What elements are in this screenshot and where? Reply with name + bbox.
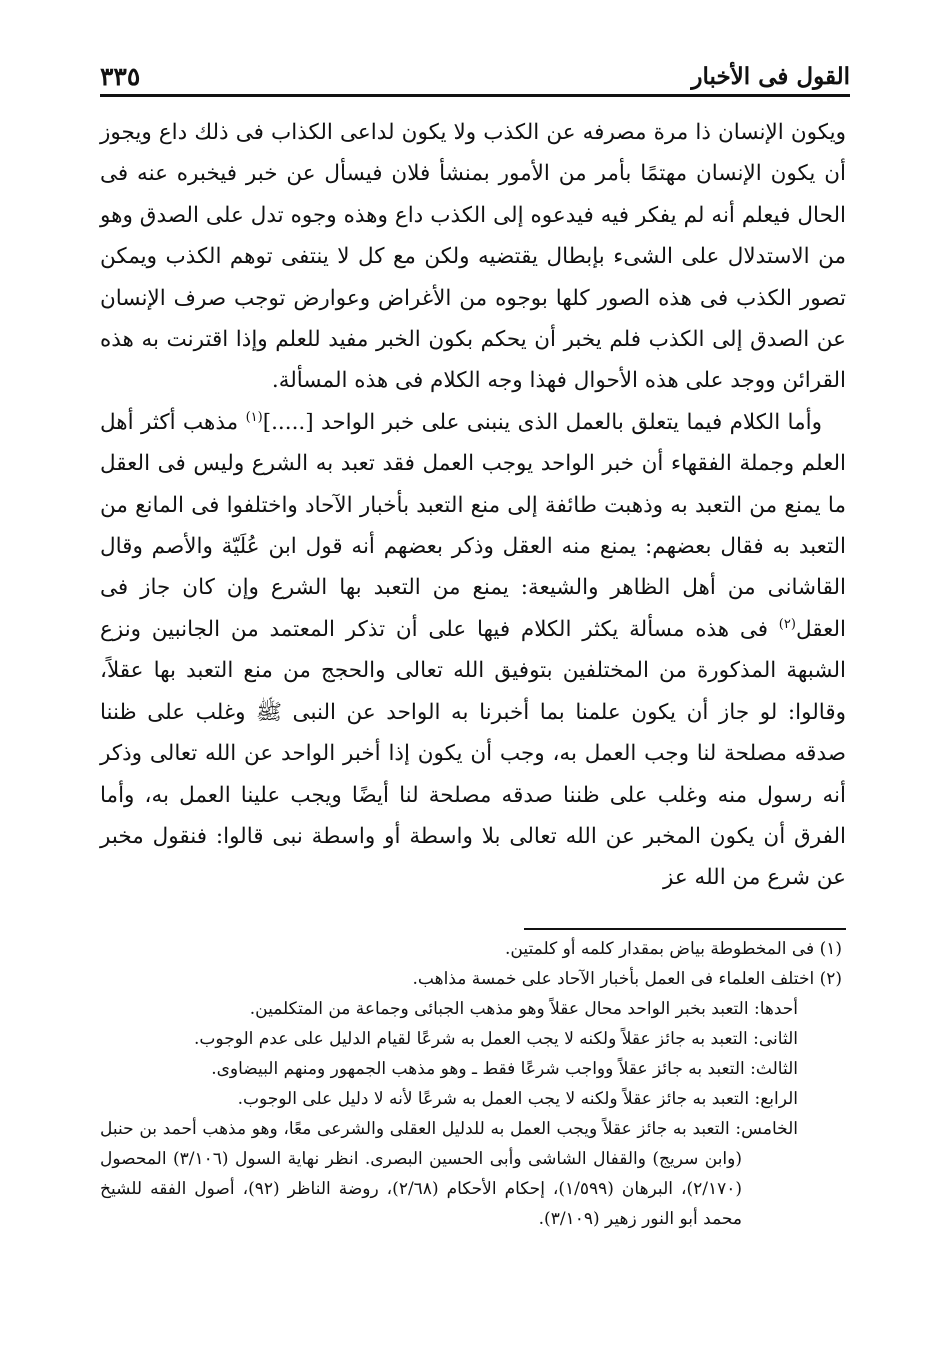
footnote-2-first: أحدها: التعبد بخبر الواحد محال عقلاً وهو مذهب الجبائى وجماعة من المتكلمين. bbox=[249, 999, 798, 1019]
main-text bbox=[100, 112, 846, 899]
footnote-2-fourth: الرابع: التعبد به جائز عقلاً ولكنه لا يجب العمل به شرعًا لأنه لا دليل على الوجوب. bbox=[237, 1089, 798, 1109]
paragraph-2-part-b: مذهب أكثر أهل العلم وجملة الفقهاء أن خبر الواحد يوجب العمل فقد تعبد به الشرع وليس فى العقل ما يمنع من التعبد به وذهبت طائفة إلى منع التعبد بأخبار الآحاد واختلفوا فى المانع من التعبد به فقال بعضهم: يمنع منه العقل وذكر بعضهم أنه قول ابن عُلَيّة والأصم وقال القاشانى من أهل الظاهر والشيعة: يمنع من التعبد بها الشرع وإن كان جاز فى العقل bbox=[100, 409, 846, 642]
paragraph-2 bbox=[100, 402, 846, 899]
footnote-1: (١) فى المخطوطة بياض بمقدار كلمه أو كلمتين. bbox=[505, 939, 842, 959]
footnote-separator bbox=[524, 928, 846, 930]
paragraph-1: ويكون الإنسان ذا مرة مصرفه عن الكذب ولا يكون لداعى الكذاب فى ذلك داع ويجوز أن يكون الإنسان مهتمًا بأمر من الأمور بمنشأ فلان فيسأل عن خبر فيخبره عنه فى الحال فيعلم أنه لم يفكر فيه فيدعوه إلى الكذب داع وهذه وجوه تدل على الصدق وهو من الاستدلال على الشىء بإبطال يقتضيه ولكن مع كل لا ينتفى توهم الكذب ويمكن تصور الكذب فى هذه الصور كلها بوجوه من الأغراض وعوارض توجب صرف الإنسان عن الصدق إلى الكذب فلم يخبر أن يحكم بكون الخبر مفيد للعلم وإذا اقترنت به هذه القرائن ووجد على هذه الأحوال فهذا وجه الكلام فى هذه المسألة. bbox=[100, 120, 846, 394]
header-rule bbox=[100, 94, 850, 97]
footnote-marker-1: (١) bbox=[245, 409, 263, 425]
paragraph-2-part-c: فى هذه مسألة يكثر الكلام فيها على أن تذكر المعتمد من الجانبين ونزع الشبهة المذكورة من المختلفين بتوفيق الله تعالى والحجج من منع التعبد بها عقلاً، وقالوا: لو جاز أن يكون علمنا بما أخبرنا به الواحد عن النبى ﷺ وغلب على ظننا صدقه مصلحة لنا وجب العمل به، وجب أن يكون إذا أخبر الواحد عن الله تعالى وذكر أنه رسول منه وغلب على ظننا صدقه مصلحة لنا أيضًا ويجب علينا العمل به، وأما الفرق أن يكون المخبر عن الله تعالى بلا واسطة أو واسطة نبى قالوا: فنقول مخبر عن شرع من الله عز bbox=[100, 616, 846, 891]
footnote-2-third: الثالث: التعبد به جائز عقلاً وواجب شرعًا فقط ـ وهو مذهب الجمهور ومنهم البيضاوى. bbox=[211, 1059, 798, 1079]
footnote-2-fifth: الخامس: التعبد به جائز عقلاً ويجب العمل به للدليل العقلى والشرعى معًا، وهو مذهب أحمد بن حنبل (وابن سريج) والقفال الشاشى وأبى الحسين البصرى. انظر نهاية السول (٣/١٠٦) المحصول (٢/١٧٠)، البرهان (١/٥٩٩)، إحكام الأحكام (٢/٦٨)، روضة الناظر (٩٢)، أصول الفقه للشيخ محمد أبو النور زهير (٣/١٠٩). bbox=[100, 1119, 798, 1229]
page-number: ٣٣٥ bbox=[100, 62, 141, 91]
footnote-marker-2: (٢) bbox=[778, 616, 796, 632]
footnotes bbox=[100, 934, 842, 1234]
running-header bbox=[100, 56, 850, 92]
footnote-2: (٢) اختلف العلماء فى العمل بأخبار الآحاد على خمسة مذاهب. bbox=[412, 969, 842, 989]
paragraph-2-part-a: وأما الكلام فيما يتعلق بالعمل الذى ينبنى على خبر الواحد [.....] bbox=[262, 409, 822, 435]
chapter-title: القول فى الأخبار bbox=[691, 63, 850, 90]
footnote-2-second: الثانى: التعبد به جائز عقلاً ولكنه لا يجب العمل به شرعًا لقيام الدليل على عدم الوجوب. bbox=[194, 1029, 798, 1049]
